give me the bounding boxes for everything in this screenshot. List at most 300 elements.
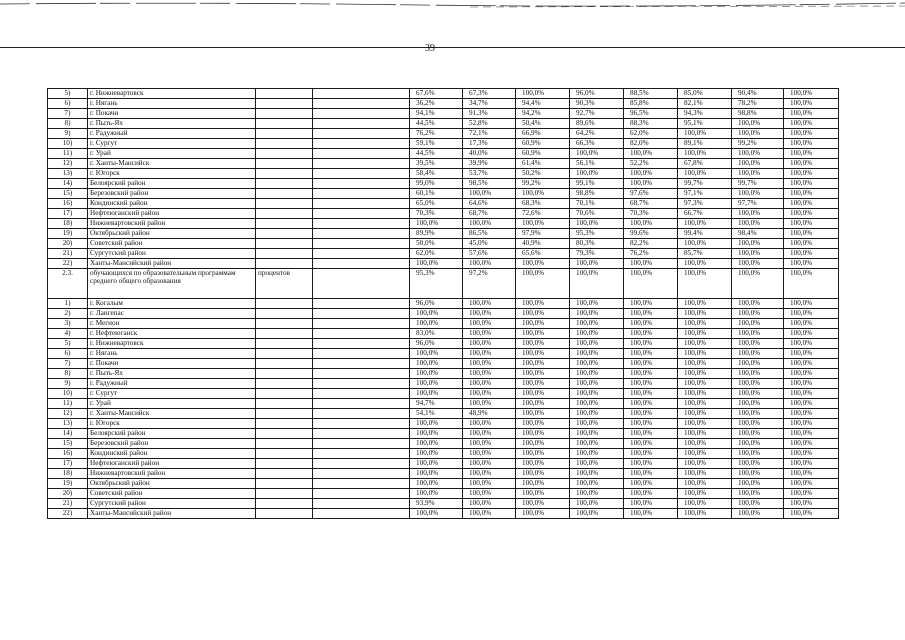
empty-cell	[313, 309, 410, 319]
value-cell: 100,0%	[516, 379, 570, 389]
value-cell: 100,0%	[732, 259, 784, 269]
value-cell: 40,0%	[463, 149, 516, 159]
row-index: 9)	[48, 379, 88, 389]
value-cell: 50,0%	[410, 239, 463, 249]
row-name: г. Пыть-Ях	[88, 119, 256, 129]
value-cell: 100,0%	[784, 199, 839, 209]
row-index: 16)	[48, 449, 88, 459]
value-cell: 65,0%	[410, 199, 463, 209]
table-row	[48, 229, 839, 239]
row-name: Нижневартовский район	[88, 219, 256, 229]
value-cell: 82,2%	[624, 239, 678, 249]
value-cell: 100,0%	[732, 439, 784, 449]
value-cell: 100,0%	[516, 269, 570, 299]
row-index: 17)	[48, 209, 88, 219]
value-cell: 76,2%	[624, 249, 678, 259]
table-row	[48, 169, 839, 179]
value-cell: 100,0%	[784, 329, 839, 339]
row-index: 4)	[48, 329, 88, 339]
row-unit	[256, 99, 313, 109]
row-index: 5)	[48, 89, 88, 99]
value-cell: 99,7%	[732, 179, 784, 189]
value-cell: 100,0%	[463, 299, 516, 309]
value-cell: 48,9%	[463, 409, 516, 419]
value-cell: 90,4%	[732, 89, 784, 99]
value-cell: 100,0%	[678, 439, 732, 449]
value-cell: 100,0%	[732, 239, 784, 249]
value-cell: 100,0%	[678, 449, 732, 459]
value-cell: 56,1%	[570, 159, 624, 169]
value-cell: 100,0%	[732, 409, 784, 419]
row-name: г. Нефтеюганск	[88, 329, 256, 339]
value-cell: 100,0%	[732, 459, 784, 469]
value-cell: 100,0%	[516, 359, 570, 369]
value-cell: 100,0%	[678, 459, 732, 469]
value-cell: 99,4%	[678, 229, 732, 239]
empty-cell	[313, 499, 410, 509]
row-unit	[256, 89, 313, 99]
row-index: 13)	[48, 419, 88, 429]
value-cell: 82,1%	[678, 99, 732, 109]
value-cell: 97,1%	[678, 189, 732, 199]
value-cell: 100,0%	[516, 489, 570, 499]
row-index: 14)	[48, 179, 88, 189]
value-cell: 98,5%	[463, 179, 516, 189]
value-cell: 100,0%	[570, 389, 624, 399]
value-cell: 100,0%	[784, 299, 839, 309]
row-index: 16)	[48, 199, 88, 209]
value-cell: 100,0%	[410, 369, 463, 379]
table-row	[48, 399, 839, 409]
table-row	[48, 139, 839, 149]
value-cell: 100,0%	[463, 309, 516, 319]
value-cell: 36,2%	[410, 99, 463, 109]
value-cell: 100,0%	[784, 499, 839, 509]
value-cell: 100,0%	[678, 389, 732, 399]
value-cell: 99,2%	[732, 139, 784, 149]
value-cell: 100,0%	[516, 409, 570, 419]
row-unit	[256, 169, 313, 179]
value-cell: 100,0%	[732, 309, 784, 319]
row-index: 19)	[48, 479, 88, 489]
value-cell: 70,3%	[410, 209, 463, 219]
table-row	[48, 489, 839, 499]
value-cell: 65,6%	[516, 249, 570, 259]
value-cell: 100,0%	[678, 339, 732, 349]
empty-cell	[313, 479, 410, 489]
value-cell: 100,0%	[624, 179, 678, 189]
value-cell: 100,0%	[732, 479, 784, 489]
value-cell: 100,0%	[624, 309, 678, 319]
value-cell: 100,0%	[732, 469, 784, 479]
value-cell: 100,0%	[463, 439, 516, 449]
table-row	[48, 249, 839, 259]
value-cell: 94,1%	[410, 109, 463, 119]
value-cell: 100,0%	[784, 319, 839, 329]
row-unit	[256, 119, 313, 129]
row-index: 9)	[48, 129, 88, 139]
value-cell: 97,2%	[463, 269, 516, 299]
value-cell: 100,0%	[463, 359, 516, 369]
value-cell: 100,0%	[624, 389, 678, 399]
row-name: г. Нягань	[88, 99, 256, 109]
row-name: г. Югорск	[88, 169, 256, 179]
value-cell: 100,0%	[463, 499, 516, 509]
value-cell: 100,0%	[570, 419, 624, 429]
row-name: г. Лангепас	[88, 309, 256, 319]
table-row	[48, 389, 839, 399]
value-cell: 52,8%	[463, 119, 516, 129]
value-cell: 100,0%	[410, 359, 463, 369]
value-cell: 100,0%	[624, 459, 678, 469]
table-row	[48, 509, 839, 519]
value-cell: 58,4%	[410, 169, 463, 179]
row-index: 15)	[48, 189, 88, 199]
row-index: 20)	[48, 239, 88, 249]
value-cell: 100,0%	[410, 389, 463, 399]
value-cell: 100,0%	[678, 369, 732, 379]
table-row	[48, 209, 839, 219]
value-cell: 100,0%	[784, 219, 839, 229]
value-cell: 60,9%	[516, 139, 570, 149]
value-cell: 100,0%	[410, 309, 463, 319]
row-name: г. Сургут	[88, 139, 256, 149]
value-cell: 100,0%	[784, 419, 839, 429]
value-cell: 39,5%	[410, 159, 463, 169]
value-cell: 100,0%	[732, 389, 784, 399]
table-row	[48, 179, 839, 189]
empty-cell	[313, 439, 410, 449]
empty-cell	[313, 229, 410, 239]
table-row	[48, 159, 839, 169]
value-cell: 100,0%	[516, 369, 570, 379]
value-cell: 100,0%	[732, 349, 784, 359]
value-cell: 100,0%	[516, 469, 570, 479]
table-row	[48, 149, 839, 159]
row-index: 18)	[48, 469, 88, 479]
row-unit	[256, 389, 313, 399]
value-cell: 66,3%	[570, 139, 624, 149]
value-cell: 100,0%	[463, 429, 516, 439]
row-unit	[256, 179, 313, 189]
value-cell: 100,0%	[463, 189, 516, 199]
value-cell: 45,0%	[463, 239, 516, 249]
row-name: Березовский район	[88, 439, 256, 449]
data-table	[47, 88, 839, 519]
value-cell: 100,0%	[678, 489, 732, 499]
value-cell: 68,7%	[624, 199, 678, 209]
empty-cell	[313, 449, 410, 459]
value-cell: 100,0%	[732, 159, 784, 169]
value-cell: 100,0%	[516, 459, 570, 469]
value-cell: 100,0%	[570, 359, 624, 369]
value-cell: 100,0%	[516, 479, 570, 489]
row-name: Ханты-Мансийский район	[88, 259, 256, 269]
value-cell: 99,0%	[410, 179, 463, 189]
value-cell: 100,0%	[624, 169, 678, 179]
row-unit	[256, 229, 313, 239]
row-index: 15)	[48, 439, 88, 449]
table-row	[48, 409, 839, 419]
value-cell: 67,6%	[410, 89, 463, 99]
value-cell: 100,0%	[678, 169, 732, 179]
empty-cell	[313, 189, 410, 199]
row-unit	[256, 249, 313, 259]
table-row	[48, 199, 839, 209]
empty-cell	[313, 419, 410, 429]
table-row	[48, 339, 839, 349]
row-name: г. Нягань	[88, 349, 256, 359]
empty-cell	[313, 89, 410, 99]
row-index: 1)	[48, 299, 88, 309]
table-row	[48, 459, 839, 469]
row-index: 6)	[48, 99, 88, 109]
value-cell: 97,7%	[732, 199, 784, 209]
table-row	[48, 379, 839, 389]
value-cell: 100,0%	[570, 379, 624, 389]
value-cell: 60,9%	[516, 149, 570, 159]
value-cell: 89,6%	[570, 119, 624, 129]
value-cell: 100,0%	[624, 419, 678, 429]
empty-cell	[313, 379, 410, 389]
empty-cell	[313, 219, 410, 229]
value-cell: 100,0%	[624, 359, 678, 369]
value-cell: 100,0%	[732, 249, 784, 259]
value-cell: 100,0%	[784, 249, 839, 259]
empty-cell	[313, 509, 410, 519]
value-cell: 100,0%	[410, 319, 463, 329]
value-cell: 98,8%	[732, 109, 784, 119]
value-cell: 100,0%	[732, 429, 784, 439]
value-cell: 100,0%	[463, 399, 516, 409]
row-name: Белоярский район	[88, 429, 256, 439]
value-cell: 100,0%	[784, 99, 839, 109]
table-row	[48, 309, 839, 319]
row-name: г. Мегион	[88, 319, 256, 329]
value-cell: 100,0%	[624, 339, 678, 349]
value-cell: 94,4%	[516, 99, 570, 109]
value-cell: 100,0%	[732, 269, 784, 299]
row-unit	[256, 259, 313, 269]
value-cell: 80,3%	[570, 239, 624, 249]
value-cell: 95,1%	[678, 119, 732, 129]
value-cell: 86,5%	[463, 229, 516, 239]
row-name: обучающихся по образовательным программам среднего общего образования	[88, 269, 256, 299]
empty-cell	[313, 159, 410, 169]
row-unit	[256, 479, 313, 489]
row-index: 18)	[48, 219, 88, 229]
value-cell: 100,0%	[516, 449, 570, 459]
value-cell: 100,0%	[463, 259, 516, 269]
value-cell: 70,1%	[570, 199, 624, 209]
value-cell: 17,3%	[463, 139, 516, 149]
value-cell: 70,6%	[570, 209, 624, 219]
empty-cell	[313, 399, 410, 409]
empty-cell	[313, 429, 410, 439]
value-cell: 100,0%	[678, 309, 732, 319]
value-cell: 100,0%	[678, 469, 732, 479]
table-row	[48, 109, 839, 119]
value-cell: 100,0%	[732, 299, 784, 309]
empty-cell	[313, 359, 410, 369]
value-cell: 100,0%	[732, 399, 784, 409]
table-row	[48, 449, 839, 459]
value-cell: 100,0%	[784, 389, 839, 399]
row-index: 17)	[48, 459, 88, 469]
value-cell: 96,0%	[570, 89, 624, 99]
row-index: 21)	[48, 249, 88, 259]
empty-cell	[313, 139, 410, 149]
row-index: 22)	[48, 259, 88, 269]
value-cell: 100,0%	[410, 509, 463, 519]
table-row	[48, 299, 839, 309]
row-name: г. Покачи	[88, 359, 256, 369]
value-cell: 64,2%	[570, 129, 624, 139]
table-row	[48, 259, 839, 269]
value-cell: 100,0%	[784, 489, 839, 499]
value-cell: 100,0%	[624, 499, 678, 509]
value-cell: 100,0%	[784, 119, 839, 129]
row-index: 8)	[48, 369, 88, 379]
value-cell: 100,0%	[732, 449, 784, 459]
value-cell: 97,9%	[516, 229, 570, 239]
value-cell: 100,0%	[516, 439, 570, 449]
value-cell: 100,0%	[570, 369, 624, 379]
row-name: г. Урай	[88, 399, 256, 409]
row-name: Белоярский район	[88, 179, 256, 189]
row-unit	[256, 409, 313, 419]
value-cell: 100,0%	[678, 259, 732, 269]
row-index: 7)	[48, 109, 88, 119]
table-row	[48, 329, 839, 339]
row-name: Советский район	[88, 239, 256, 249]
empty-cell	[313, 179, 410, 189]
table-row	[48, 479, 839, 489]
value-cell: 100,0%	[570, 439, 624, 449]
row-index: 2)	[48, 309, 88, 319]
value-cell: 100,0%	[678, 349, 732, 359]
value-cell: 100,0%	[678, 219, 732, 229]
row-unit	[256, 439, 313, 449]
value-cell: 100,0%	[678, 239, 732, 249]
empty-cell	[313, 99, 410, 109]
value-cell: 100,0%	[463, 319, 516, 329]
value-cell: 100,0%	[570, 169, 624, 179]
value-cell: 67,3%	[463, 89, 516, 99]
row-name: Нефтеюганский район	[88, 209, 256, 219]
value-cell: 100,0%	[678, 499, 732, 509]
value-cell: 100,0%	[624, 369, 678, 379]
empty-cell	[313, 489, 410, 499]
value-cell: 100,0%	[410, 459, 463, 469]
value-cell: 88,5%	[624, 89, 678, 99]
value-cell: 100,0%	[516, 319, 570, 329]
value-cell: 99,1%	[570, 179, 624, 189]
value-cell: 100,0%	[732, 329, 784, 339]
value-cell: 99,6%	[624, 229, 678, 239]
value-cell: 100,0%	[463, 389, 516, 399]
row-name: г. Урай	[88, 149, 256, 159]
value-cell: 100,0%	[624, 259, 678, 269]
table-row	[48, 369, 839, 379]
empty-cell	[313, 119, 410, 129]
value-cell: 100,0%	[463, 219, 516, 229]
value-cell: 100,0%	[570, 309, 624, 319]
empty-cell	[313, 109, 410, 119]
value-cell: 100,0%	[732, 169, 784, 179]
value-cell: 100,0%	[410, 219, 463, 229]
value-cell: 100,0%	[624, 489, 678, 499]
value-cell: 100,0%	[570, 399, 624, 409]
empty-cell	[313, 209, 410, 219]
value-cell: 100,0%	[410, 469, 463, 479]
value-cell: 94,3%	[678, 109, 732, 119]
value-cell: 100,0%	[516, 259, 570, 269]
value-cell: 100,0%	[570, 509, 624, 519]
value-cell: 99,2%	[516, 179, 570, 189]
table-row	[48, 349, 839, 359]
value-cell: 100,0%	[784, 429, 839, 439]
value-cell: 100,0%	[732, 219, 784, 229]
value-cell: 100,0%	[570, 429, 624, 439]
row-name: Ханты-Мансийский район	[88, 509, 256, 519]
row-name: Нефтеюганский район	[88, 459, 256, 469]
value-cell: 100,0%	[678, 409, 732, 419]
value-cell: 100,0%	[570, 269, 624, 299]
row-unit	[256, 399, 313, 409]
value-cell: 100,0%	[570, 339, 624, 349]
value-cell: 60,1%	[410, 189, 463, 199]
empty-cell	[313, 169, 410, 179]
row-name: г. Пыть-Ях	[88, 369, 256, 379]
table-row	[48, 419, 839, 429]
value-cell: 100,0%	[784, 239, 839, 249]
row-unit	[256, 509, 313, 519]
value-cell: 100,0%	[678, 359, 732, 369]
value-cell: 100,0%	[678, 509, 732, 519]
value-cell: 100,0%	[784, 259, 839, 269]
row-index: 14)	[48, 429, 88, 439]
value-cell: 100,0%	[624, 349, 678, 359]
value-cell: 100,0%	[678, 319, 732, 329]
value-cell: 100,0%	[784, 509, 839, 519]
value-cell: 100,0%	[410, 259, 463, 269]
table-row	[48, 359, 839, 369]
value-cell: 100,0%	[624, 149, 678, 159]
value-cell: 100,0%	[624, 449, 678, 459]
value-cell: 100,0%	[463, 369, 516, 379]
value-cell: 100,0%	[784, 359, 839, 369]
row-index: 8)	[48, 119, 88, 129]
row-unit	[256, 239, 313, 249]
value-cell: 62,0%	[410, 249, 463, 259]
empty-cell	[313, 389, 410, 399]
row-unit	[256, 429, 313, 439]
row-name: Березовский район	[88, 189, 256, 199]
value-cell: 100,0%	[516, 389, 570, 399]
value-cell: 100,0%	[784, 129, 839, 139]
row-unit	[256, 189, 313, 199]
row-unit	[256, 369, 313, 379]
value-cell: 100,0%	[570, 489, 624, 499]
row-index: 3)	[48, 319, 88, 329]
value-cell: 100,0%	[516, 339, 570, 349]
value-cell: 100,0%	[678, 429, 732, 439]
row-unit	[256, 499, 313, 509]
value-cell: 72,6%	[516, 209, 570, 219]
value-cell: 85,7%	[678, 249, 732, 259]
value-cell: 95,3%	[570, 229, 624, 239]
